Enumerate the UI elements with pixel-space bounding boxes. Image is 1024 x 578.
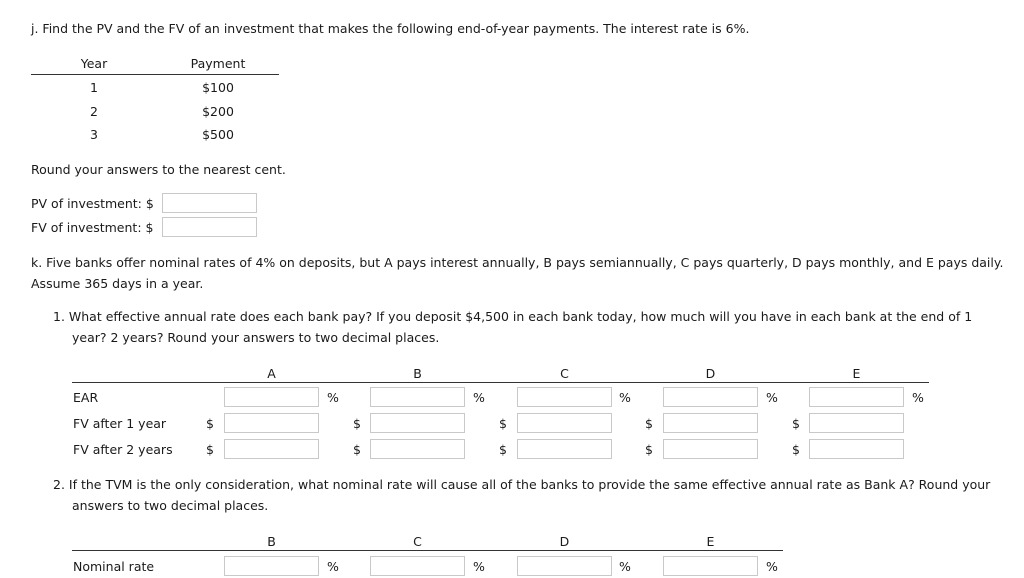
dollar-sign: $ xyxy=(645,442,653,457)
part2-header-b: B xyxy=(267,534,276,549)
ear-input-d[interactable] xyxy=(663,387,758,407)
dollar-sign: $ xyxy=(792,442,800,457)
dollar-sign: $ xyxy=(792,416,800,431)
nominal-input-b[interactable] xyxy=(224,556,319,576)
table-cell-payment-3: $500 xyxy=(202,127,234,142)
dollar-sign: $ xyxy=(645,416,653,431)
percent-sign: % xyxy=(327,559,339,574)
table-header-year: Year xyxy=(80,56,108,71)
fv-label: FV of investment: $ xyxy=(31,220,154,235)
ear-input-b[interactable] xyxy=(370,387,465,407)
row-label-fv2: FV after 2 years xyxy=(73,442,173,457)
fv1-input-b[interactable] xyxy=(370,413,465,433)
fv1-input-e[interactable] xyxy=(809,413,904,433)
part2-header-c: C xyxy=(413,534,422,549)
part1-header-c: C xyxy=(560,366,569,381)
pv-label: PV of investment: $ xyxy=(31,196,154,211)
part2-text-line2: answers to two decimal places. xyxy=(72,498,269,513)
table-cell-year-1: 1 xyxy=(90,80,98,95)
percent-sign: % xyxy=(766,390,778,405)
part1-header-b: B xyxy=(413,366,422,381)
dollar-sign: $ xyxy=(206,416,214,431)
part1-header-a: A xyxy=(267,366,276,381)
question-j-text: j. Find the PV and the FV of an investment that makes the following end-of-year payments. The interest rate is 6%. xyxy=(31,21,750,36)
fv-input[interactable] xyxy=(162,217,257,237)
question-k-text-line1: k. Five banks offer nominal rates of 4% on deposits, but A pays interest annually, B pays semiannually, C pays quarterly, D pays monthly, and E pays daily. xyxy=(31,255,1004,270)
part2-text-line1: 2. If the TVM is the only consideration, what nominal rate will cause all of the banks to provide the same effective annual rate as Bank A? Round your xyxy=(53,477,991,492)
part2-header-e: E xyxy=(706,534,715,549)
part1-header-divider xyxy=(72,382,929,383)
dollar-sign: $ xyxy=(499,442,507,457)
percent-sign: % xyxy=(766,559,778,574)
part1-text-line2: year? 2 years? Round your answers to two decimal places. xyxy=(72,330,440,345)
percent-sign: % xyxy=(327,390,339,405)
table-cell-year-3: 3 xyxy=(90,127,98,142)
part1-header-d: D xyxy=(705,366,716,381)
dollar-sign: $ xyxy=(206,442,214,457)
fv2-input-b[interactable] xyxy=(370,439,465,459)
ear-input-c[interactable] xyxy=(517,387,612,407)
table-cell-payment-2: $200 xyxy=(202,104,234,119)
percent-sign: % xyxy=(619,559,631,574)
part1-text-line1: 1. What effective annual rate does each bank pay? If you deposit $4,500 in each bank today, how much will you have in each bank at the end of 1 xyxy=(53,309,973,324)
nominal-input-e[interactable] xyxy=(663,556,758,576)
ear-input-e[interactable] xyxy=(809,387,904,407)
nominal-input-d[interactable] xyxy=(517,556,612,576)
table-cell-year-2: 2 xyxy=(90,104,98,119)
fv2-input-c[interactable] xyxy=(517,439,612,459)
dollar-sign: $ xyxy=(499,416,507,431)
table-cell-payment-1: $100 xyxy=(202,80,234,95)
percent-sign: % xyxy=(912,390,924,405)
ear-input-a[interactable] xyxy=(224,387,319,407)
fv1-input-c[interactable] xyxy=(517,413,612,433)
nominal-input-c[interactable] xyxy=(370,556,465,576)
table-header-payment: Payment xyxy=(190,56,246,71)
dollar-sign: $ xyxy=(353,416,361,431)
round-note: Round your answers to the nearest cent. xyxy=(31,162,286,177)
row-label-ear: EAR xyxy=(73,390,99,405)
row-label-fv1: FV after 1 year xyxy=(73,416,167,431)
fv1-input-a[interactable] xyxy=(224,413,319,433)
row-label-nominal-rate: Nominal rate xyxy=(73,559,155,574)
part2-header-divider xyxy=(72,550,783,551)
fv1-input-d[interactable] xyxy=(663,413,758,433)
part2-header-d: D xyxy=(559,534,570,549)
part1-header-e: E xyxy=(852,366,861,381)
fv2-input-e[interactable] xyxy=(809,439,904,459)
percent-sign: % xyxy=(473,559,485,574)
fv2-input-a[interactable] xyxy=(224,439,319,459)
dollar-sign: $ xyxy=(353,442,361,457)
percent-sign: % xyxy=(473,390,485,405)
fv2-input-d[interactable] xyxy=(663,439,758,459)
table-divider xyxy=(31,74,279,75)
pv-input[interactable] xyxy=(162,193,257,213)
percent-sign: % xyxy=(619,390,631,405)
question-k-text-line2: Assume 365 days in a year. xyxy=(31,276,204,291)
